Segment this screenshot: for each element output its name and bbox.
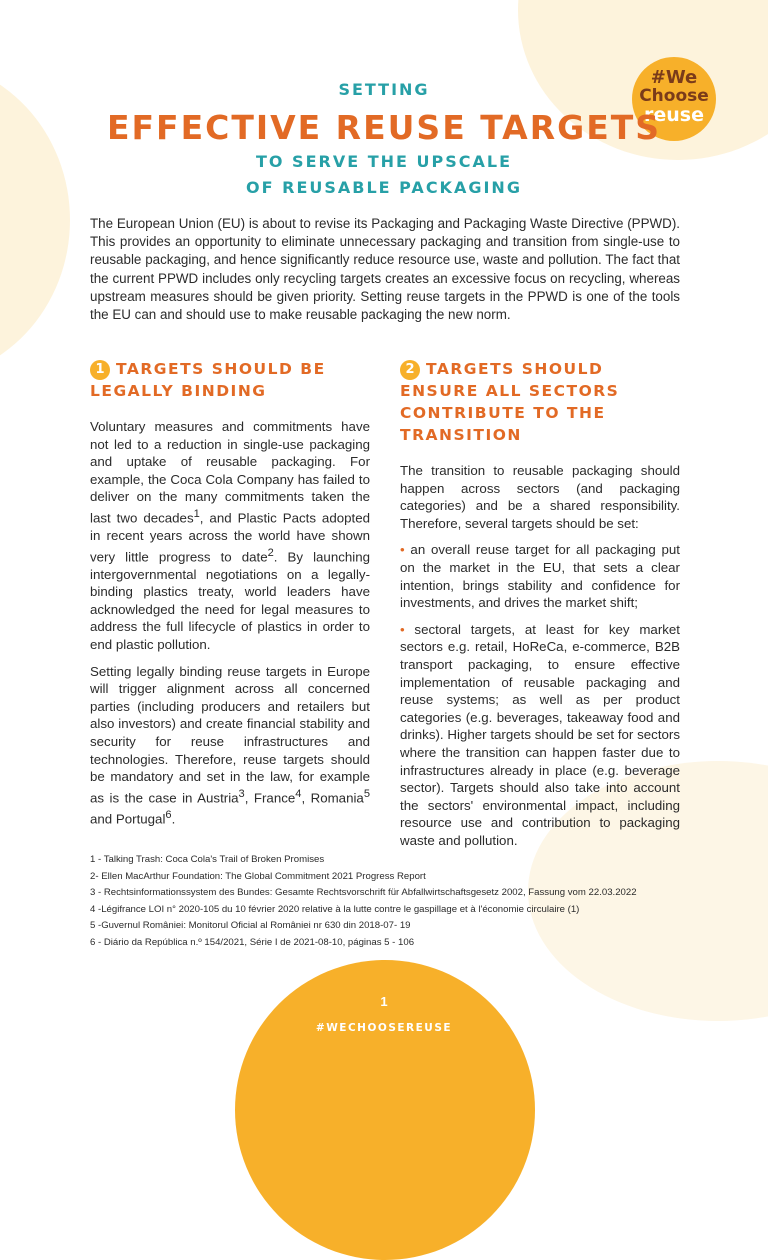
text-run: and Portugal bbox=[90, 811, 166, 827]
section-1-paragraph-2 bbox=[90, 663, 370, 828]
text-run: . By launching intergovernmental negotiations on a legally-binding plastics treaty, world leaders have acknowledged the need for legal measures to address the full lifecycle of plastics in order to end plastic pollution. bbox=[90, 549, 371, 652]
section-2-number-badge: 2 bbox=[400, 360, 420, 380]
footnotes-list bbox=[90, 852, 690, 951]
footnote-item: 2- Ellen MacArthur Foundation: The Global Commitment 2021 Progress Report bbox=[90, 870, 426, 882]
bullet-text: an overall reuse target for all packaging put on the market in the EU, that sets a clear intention, brings stability and confidence for investments, and drives the market shift; bbox=[400, 542, 680, 611]
bullet-icon: • bbox=[400, 542, 405, 558]
footnote-ref-1: 1 bbox=[193, 507, 200, 520]
footnote-item: 1 - Talking Trash: Coca Cola's Trail of Broken Promises bbox=[90, 854, 325, 865]
logo-line-3: reuse bbox=[644, 104, 704, 126]
footnote-item: 5 -Guvernul României: Monitorul Oficial al României nr 630 din 2018-07- 19 bbox=[90, 920, 411, 931]
section-1-number-badge: 1 bbox=[90, 360, 110, 380]
text-run: . bbox=[171, 811, 176, 827]
section-2-bullet-2 bbox=[400, 621, 680, 850]
section-2-title: TARGETS SHOULD ENSURE ALL SECTORS CONTRIBUTE TO THE TRANSITION bbox=[400, 360, 620, 444]
footnote-item: 4 -Légifrance LOI n° 2020-105 du 10 février 2020 relative à la lutte contre le gaspillage et à l'économie circulaire (1) bbox=[90, 903, 580, 915]
intro-paragraph: The European Union (EU) is about to revise its Packaging and Packaging Waste Directive (PPWD). This provides an opportunity to eliminate unnecessary packaging and transition from single-use to reusable packaging, and hence significantly reduce resource use, waste and pollution. The fact that the current PPWD includes only recycling targets creates an excessive focus on recycling, whereas upstream measures should be given priority. Setting reuse targets in the PPWD is one of the tools the EU can and should use to make reusable packaging the new norm. bbox=[90, 216, 680, 323]
text-run: Voluntary measures and commitments have not led to a reduction in single-use packaging and uptake of reusable packaging. For example, the Coca Cola Company has failed to deliver on the many commitments taken the last two decades bbox=[90, 419, 370, 526]
section-2-bullet-1 bbox=[400, 541, 680, 611]
text-run: , and Plastic Pacts adopted in recent years across the world have shown very little progress to date bbox=[90, 510, 370, 564]
text-run: , France bbox=[244, 790, 296, 806]
section-legally-binding bbox=[90, 358, 370, 837]
logo-line-1: #We bbox=[650, 67, 698, 88]
section-2-paragraph-1: The transition to reusable packaging should happen across sectors (and packaging categories) and be a shared responsibility. Therefore, several targets should be set: bbox=[400, 463, 680, 531]
bullet-icon: • bbox=[400, 621, 405, 637]
footnote-ref-2: 2 bbox=[267, 546, 274, 559]
subtitle-line-1: TO SERVE THE UPSCALE bbox=[255, 152, 513, 171]
section-1-paragraph-1 bbox=[90, 418, 370, 654]
footnote-ref-5: 5 bbox=[363, 787, 370, 800]
subtitle-line-2: OF REUSABLE PACKAGING bbox=[246, 178, 522, 197]
page-number: 1 bbox=[380, 994, 388, 1009]
section-1-heading bbox=[90, 358, 370, 402]
footnote-ref-3: 3 bbox=[238, 787, 245, 800]
footer-hashtag: #WECHOOSEREUSE bbox=[315, 1022, 453, 1034]
text-run: Setting legally binding reuse targets in Europe will trigger alignment across all concerned parties (including producers and retailers but also investors) and create financial stability and security for reuse infrastructures and technologies. Therefore, reuse targets should be mandatory and set in the law, for example as is the case in Austria bbox=[90, 663, 370, 806]
footnote-item: 6 - Diário da República n.º 154/2021, Série I de 2021-08-10, páginas 5 - 106 bbox=[90, 936, 415, 948]
section-all-sectors bbox=[400, 358, 680, 858]
footnote-ref-4: 4 bbox=[295, 787, 302, 800]
section-1-title: TARGETS SHOULD BE LEGALLY BINDING bbox=[90, 360, 326, 400]
text-run: , Romania bbox=[301, 790, 364, 806]
title-kicker: SETTING bbox=[338, 80, 430, 99]
bullet-text: sectoral targets, at least for key market sectors e.g. retail, HoReCa, e-commerce, B2B transport packaging, to ensure effective implementation of reusable packaging and reuse systems; as well as per product categories (e.g. beverages, takeaway food and drinks). Higher targets should be set for sectors where the transition can happen faster due to infrastructures already in place (e.g. beverage sector). Targets should also take into account the sectors' environmental impact, including resource use and contribution to packaging waste and pollution. bbox=[400, 621, 680, 848]
footnote-ref-6: 6 bbox=[165, 808, 172, 821]
section-2-heading bbox=[400, 358, 680, 446]
page-title: EFFECTIVE REUSE TARGETS bbox=[106, 108, 662, 147]
footnote-item: 3 - Rechtsinformationssystem des Bundes: Gesamte Rechtsvorschrift für Abfallwirtschaftsgesetz 2002, Fassung vom 22.03.2022 bbox=[90, 887, 637, 898]
logo-line-2: Choose bbox=[639, 86, 709, 106]
